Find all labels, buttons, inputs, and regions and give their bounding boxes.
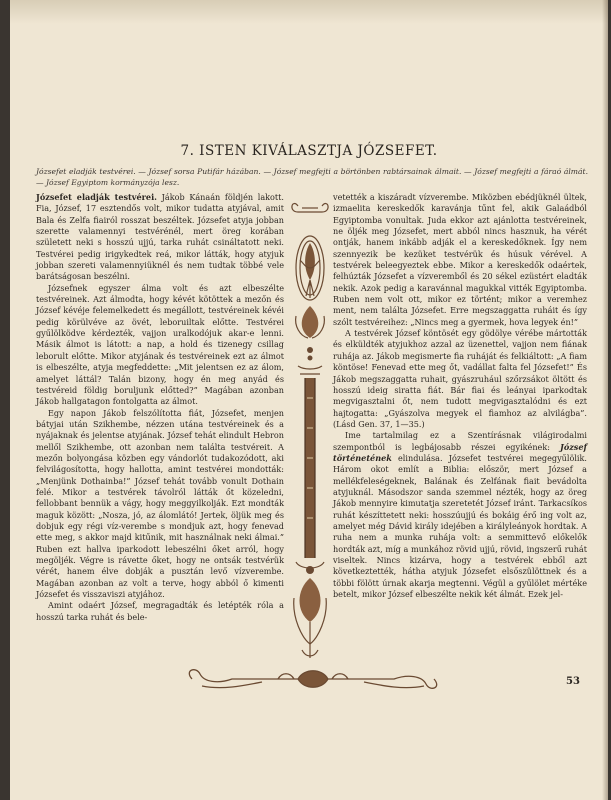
left-column xyxy=(36,192,284,623)
page-edge xyxy=(602,0,608,800)
paragraph-text: elindulása. Józsefet testvérei megegyűlölik. Három okot említ a Biblia: először, mert József a mellékfeleségeknek, Balának és Zelfának fiait bevádolta atyjuknál. Másodszor sanda szemmel nézték, hogy az öreg Jákob mennyire kimutatja szeretetét József iránt. Tarkacsíkos ruhát készíttetett neki: hosszúujjú és bokáig érő ing volt az, amelyet még Dávid király idejében a királyleányok hordtak. A ruha nem a munka ruhája volt: a semmittevő előkelők hordták azt, míg a munkához rövid ujjú, rövid, ingszerű ruhát viseltek. Nincs kizárva, hogy a testvérek ebből azt következtették, hátha atyjuk Józsefet elsőszülöttnek és a többi fölött úrnak akarja megtenni. Végül a gyűlölet mértéke betelt, mikor József elbeszélte nekik két álmát. Ezek jel- xyxy=(333,452,587,600)
paragraph: vetették a kiszáradt vízverembe. Miközben ebédjüknél ültek, izmaelita kereskedők karavánja tűnt fel, akik Galaádból Egyiptomba vonultak. Juda ekkor azt ajánlotta testvéreinek, ne öljék meg Józsefet, mert abból nincs hasznuk, ha vérét ontják, hanem inkább adják el a kereskedőknek. Így nem szennyezik be kezüket testvérük és húsuk vérével. A testvérek beleegyeztek ebbe. Mikor a kereskedők odaértek, felhúzták Józsefet a vízveremből és 20 sékel ezüstért eladták nekik. Azok pedig a karavánnal magukkal vitték Egyiptomba. Ruben nem volt ott, mikor ez történt; mikor a veremhez ment, nem találta Józsefet. Erre megszaggatta ruháit és így szólt testvéreihez: „Nincs meg a gyermek, hova legyek én!” xyxy=(333,192,587,327)
bottom-scroll-ornament xyxy=(182,664,444,694)
section-lead: Józsefet eladják testvérei. xyxy=(36,192,157,202)
paragraph-text: Ime tartalmilag ez a Szentírásnak világirodalmi szempontból is legbájosabb részei egyikének: xyxy=(333,430,587,452)
page-number: 53 xyxy=(566,676,580,687)
chapter-title: 7. ISTEN KIVÁLASZTJA JÓZSEFET. xyxy=(180,143,438,159)
page-shadow xyxy=(10,0,608,24)
paragraph: Amint odaért József, megragadták és letépték róla a hosszú tarka ruhát és bele- xyxy=(36,600,284,622)
paragraph-text: Jákob Kánaán földjén lakott. Fia, József, 17 esztendős volt, mikor tudatta atyjával, amit Bala és Zelfa fiairól rosszat beszéltek. Józsefet atyja jobban szerette valamennyi testvérénél, mert öreg korában született neki s hosszú ujjú, tarka ruhát csináltatott neki. Testvérei pedig irigykedtek reá, mikor látták, hogy atyjuk jobban szereti valamennyiüknél és nem tudtak többé vele barátságosan beszélni. xyxy=(36,192,284,282)
paragraph xyxy=(333,430,587,600)
paragraph xyxy=(36,192,284,283)
paragraph: Egy napon Jákob felszólította fiát, Józsefet, menjen bátyjai után Szikhembe, nézzen utána testvéreinek és a nyájaknak és jelentse atyjának. József tehát elindult Hebron mellől Szikhembe, ott azonban nem találta testvéreit. A mezőn bolyongása közben egy vándorlót tudakozódott, aki felvilágosította, hogy hallotta, amint testvérei mondották: „Menjünk Dothainba!” József tehát tovább vonult Dothain felé. Mikor a testvérek távolról látták őt közeledni, fellobbant bennük a vágy, hogy meggyilkolják. Ezt mondták maguk között: „Nosza, jó, az álomlátó! Jertek, öljük meg és dobjuk egy régi víz-verembe s mondjuk azt, hogy fenevad ette meg, s akkor majd kitűnik, mit használnak neki álmai.” Ruben ezt hallva iparkodott lebeszélni őket arról, hogy megöljék. Végre is rávette őket, hogy ne ontsák testvérük vérét, hanem élve dobják a pusztán levő vízverembe. Magában azonban az volt a terve, hogy abból ő kimenti Józsefet és visszaviszi atyjához. xyxy=(36,407,284,600)
chapter-summary: Józsefet eladják testvérei. — József sorsa Putifár házában. — József megfejti a börtönben rabtársainak álmait. — József megfejti a fáraó álmát. — József Egyiptom kormányzója lesz. xyxy=(36,167,588,187)
book-page xyxy=(10,0,608,800)
decorative-column-ornament xyxy=(290,198,330,664)
paragraph: A testvérek József köntösét egy gödölye vérébe mártották és elküldték atyjukhoz azzal az üzenettel, vajjon nem fiának ruhája az. Jákob megismerte fia ruháját és felkiáltott: „A fiam köntöse! Fenevad ette meg őt, vadállat falta fel Józsefet!” És Jákob megszaggatta ruhait, gyászruhául szőrzsákot öltött és hosszú ideig siratta fiát. Bár fiai és leányai iparkodtak megvigasztalni őt, nem tudott megvigasztalódni és ezt hajtogatta: „Gyászolva megyek el fiamhoz az alvilágba”. (Lásd Gen. 37, 1—35.) xyxy=(333,328,587,429)
right-column xyxy=(333,192,587,600)
paragraph: Józsefnek egyszer álma volt és azt elbeszélte testvéreinek. Azt álmodta, hogy kévét kötöttek a mezőn és József kévéje felemelkedett és megállott, testvéreinek kévéi pedig körülvéve az övét, leboruiltak előtte. Testvérei gyűlölködve kérdezték, vajjon uralkodójuk akar-e lenni. Másik álmot is látott: a nap, a hold és tizenegy csillag leborult előtte. Mikor atyjának és testvéreinek ezt az álmot is elbeszélte, atyja megfeddette: „Mit jelentsen ez az álom, amelyet láttál? Talán bizony, hogy én meg anyád és testvéreid földig boruljunk előtted?” Magában azonban Jákob hallgatagon fontolgatta az álmot. xyxy=(36,282,284,407)
emphasis-text: József történetének xyxy=(333,441,587,463)
